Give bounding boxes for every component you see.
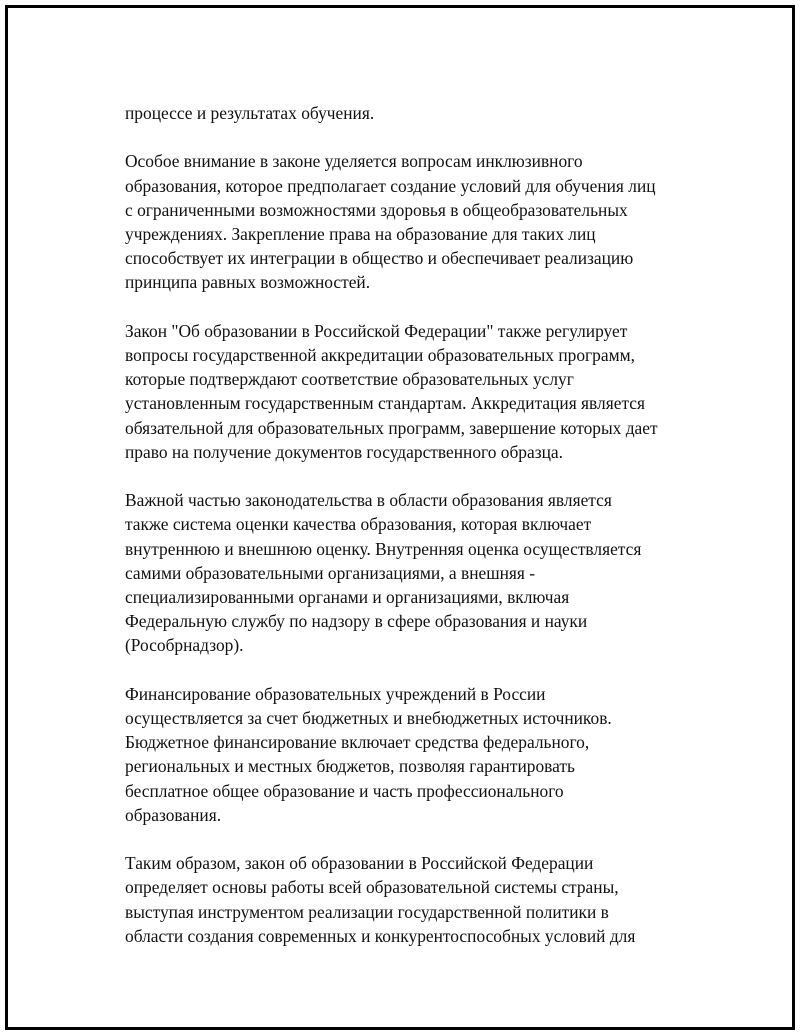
text-line: процессе и результатах обучения. <box>125 103 375 123</box>
text-line: Особое внимание в законе уделяется вопросам инклюзивного <box>125 151 583 172</box>
text-line: также система оценки качества образования, которая включает <box>125 514 592 535</box>
paragraph-1 <box>125 101 685 125</box>
text-line: Важной частью законодательства в области образования является <box>125 490 612 511</box>
text-line: региональных и местных бюджетов, позволяя гарантировать <box>125 756 575 777</box>
text-line: образования. <box>125 804 222 825</box>
text-line: внутреннюю и внешнюю оценку. Внутренняя оценка осуществляется <box>125 538 642 559</box>
paragraph-5 <box>125 682 685 827</box>
text-line: которые подтверждают соответствие образовательных услуг <box>125 369 574 390</box>
text-line: специализированными органами и организациями, включая <box>125 587 570 608</box>
text-line: выступая инструментом реализации государственной политики в <box>125 901 609 922</box>
text-line: определяет основы работы всей образовательной системы страны, <box>125 877 619 898</box>
text-line: образования, которое предполагает создание условий для обучения лиц <box>125 175 656 196</box>
text-line: учреждениях. Закрепление права на образование для таких лиц <box>125 224 596 244</box>
text-line: области создания современных и конкурентоспособных условий для <box>125 925 636 946</box>
text-line: Бюджетное финансирование включает средства федерального, <box>125 732 590 753</box>
paragraph-2 <box>125 149 685 294</box>
text-line: самими образовательными организациями, а внешняя - <box>125 562 536 583</box>
text-line: вопросы государственной аккредитации образовательных программ, <box>125 345 635 365</box>
text-line: с ограниченными возможностями здоровья в общеобразовательных <box>125 199 628 220</box>
text-line: принципа равных возможностей. <box>125 272 371 293</box>
text-line: способствует их интеграции в общество и обеспечивает реализацию <box>125 248 634 269</box>
text-line: бесплатное общее образование и часть профессионального <box>125 780 564 801</box>
paragraph-3 <box>125 319 685 464</box>
text-line: Таким образом, закон об образовании в Российской Федерации <box>125 853 594 874</box>
text-line: обязательной для образовательных программ, завершение которых дает <box>125 417 658 438</box>
text-line: Закон "Об образовании в Российской Федерации" также регулирует <box>125 320 628 341</box>
paragraph-4 <box>125 488 685 657</box>
text-line: Финансирование образовательных учреждений в России <box>125 683 546 704</box>
text-line: осуществляется за счет бюджетных и внебюджетных источников. <box>125 708 612 729</box>
text-line: Федеральную службу по надзору в сфере образования и науки <box>125 611 588 632</box>
text-line: установленным государственным стандартам. Аккредитация является <box>125 393 645 414</box>
document-body <box>125 101 685 972</box>
text-line: (Рособрнадзор). <box>125 635 244 656</box>
text-line: право на получение документов государственного образца. <box>125 441 563 462</box>
document-page <box>5 5 795 1030</box>
paragraph-6 <box>125 851 685 948</box>
